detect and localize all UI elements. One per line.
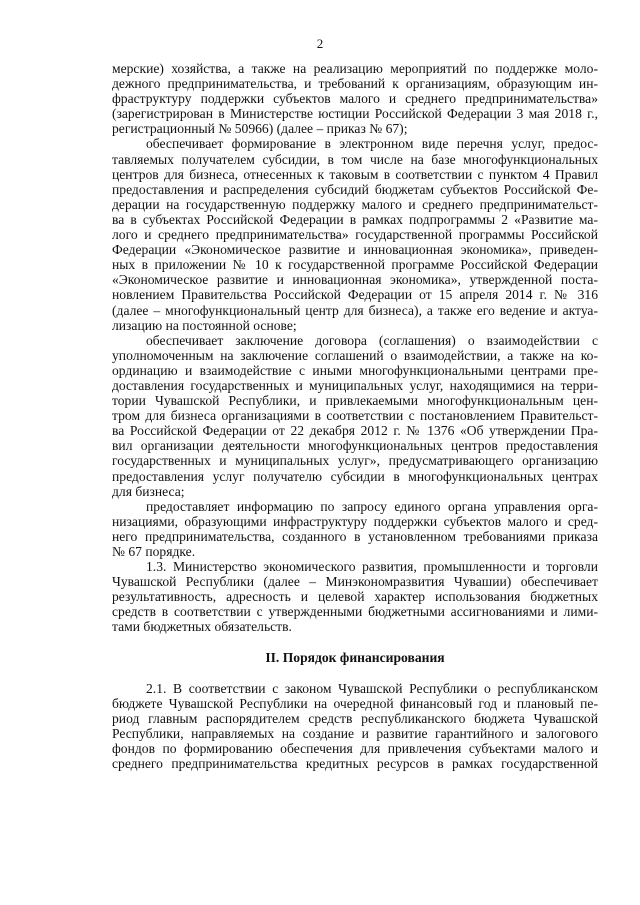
text-line: результативность, адресность и целевой характер использования бюджетных	[112, 589, 598, 605]
text-line: ординацию и взаимодействие с иными многофункциональными центрами пре-	[112, 362, 598, 378]
text-line: среднего предпринимательства кредитных ресурсов в рамках государственной	[112, 756, 598, 772]
text-line: предоставления услуг получателю субсидии в многофункциональных центрах	[112, 468, 598, 484]
text-line: 1.3. Министерство экономического развития, промышленности и торговли	[146, 559, 598, 575]
paragraph-continuation	[112, 61, 598, 136]
text-line: центров для бизнеса, отнесенных к таковым в соответствии с пунктом 4 Правил	[112, 166, 598, 182]
text-line: № 67 порядке.	[112, 544, 196, 559]
text-line: (зарегистрирован в Министерстве юстиции Российской Федерации 3 мая 2018 г.,	[112, 106, 598, 122]
text-line: ва в субъектах Российской Федерации в рамках подпрограммы 2 «Развитие ма-	[112, 211, 598, 227]
text-line: фондов по формированию обеспечения для привлечения субъектами малого и	[112, 741, 598, 757]
text-line: дежного предпринимательства, и требований к организациям, образующим ин-	[112, 76, 598, 92]
text-line: тавляемых получателем субсидии, в том числе на базе многофункциональных	[112, 151, 598, 167]
text-line: тами бюджетных обязательств.	[112, 619, 292, 635]
text-line: обеспечивает формирование в электронном виде перечня услуг, предос-	[146, 136, 598, 152]
text-line: «Экономическое развитие и инновационная экономика», утвержденной поста-	[112, 272, 598, 288]
text-line: государственных и муниципальных услуг», предусматривающего организацию	[112, 453, 598, 469]
text-line: риод главным распорядителем средств республиканского бюджета Чувашской	[112, 710, 598, 726]
text-line: обеспечивает заключение договора (соглашения) о взаимодействии с	[146, 332, 598, 348]
text-line: регистрационный № 50966) (далее – приказ № 67);	[112, 121, 408, 137]
text-line: фраструктуру поддержки субъектов малого и среднего предпринимательства»	[112, 91, 598, 107]
text-line: предоставляет информацию по запросу единого органа управления орга-	[146, 498, 598, 514]
text-line: Федерации «Экономическое развитие и инновационная экономика», приведен-	[112, 242, 598, 258]
text-line: 2.1. В соответствии с законом Чувашской Республики о республиканском	[146, 680, 598, 696]
text-line: предоставления и распределения субсидий бюджетам субъектов Российской Фе-	[112, 181, 598, 197]
text-line: Республики, направляемых на создание и развитие гарантийного и залогового	[112, 725, 598, 741]
paragraph-2-1	[112, 681, 598, 772]
text-line: доставления государственных и муниципальных услуг, находящимися на терри-	[112, 377, 598, 393]
paragraph-perechen-uslug	[112, 136, 598, 332]
text-line: уполномоченным на заключение соглашений о взаимодействии, а также на ко-	[112, 347, 598, 363]
document-body	[112, 61, 598, 771]
text-line: бюджете Чувашской Республики на очередной финансовый год и плановый пе-	[112, 695, 598, 711]
text-line: средств в соответствии с утвержденными бюджетными ассигнованиями и лими-	[112, 604, 598, 620]
text-line: низациями, образующими инфраструктуру поддержки субъектов малого и сред-	[112, 513, 598, 529]
paragraph-soglashenie	[112, 333, 598, 499]
text-line: лизацию на постоянной основе;	[112, 317, 297, 333]
page-number: 2	[316, 36, 324, 51]
text-line: мерские) хозяйства, а также на реализацию мероприятий по поддержке моло-	[112, 61, 598, 76]
text-line: вил организации деятельности многофункциональных центров предоставления	[112, 438, 598, 454]
text-line: ва Российской Федерации от 22 декабря 2012 г. № 1376 «Об утверждении Пра-	[112, 423, 598, 439]
section-heading: II. Порядок финансирования	[265, 649, 445, 665]
text-line: тории Чувашской Республики, и привлекаемыми многофункциональным цен-	[112, 393, 598, 409]
paragraph-1-3	[112, 559, 598, 634]
paragraph-informatsiya	[112, 499, 598, 559]
text-line: для бизнеса;	[112, 483, 185, 499]
text-line: Чувашской Республики (далее – Минэкономразвития Чувашии) обеспечивает	[112, 574, 598, 590]
text-line: (далее – многофункциональный центр для бизнеса), а также его ведение и актуа-	[112, 302, 598, 318]
text-line: тром для бизнеса организациями в соответствии с постановлением Правительст-	[112, 408, 598, 424]
text-line: новлением Правительства Российской Федерации от 15 апреля 2014 г. № 316	[112, 287, 598, 303]
text-line: дерации на государственную поддержку малого и среднего предпринимательст-	[112, 196, 598, 212]
text-line: ных в приложении № 10 к государственной программе Российской Федерации	[112, 257, 598, 273]
text-line: лого и среднего предпринимательства» государственной программы Российской	[112, 227, 598, 243]
text-line: него предпринимательства, созданного в установленном требованиями приказа	[112, 528, 598, 544]
